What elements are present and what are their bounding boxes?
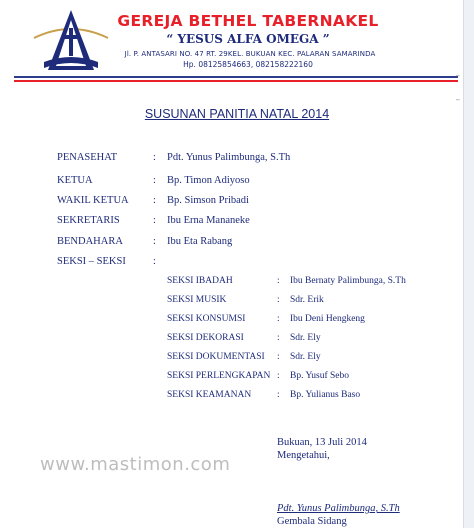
section-separator: : [277, 314, 280, 324]
role-name: Bp. Timon Adiyoso [167, 175, 250, 186]
role-label: BENDAHARA [57, 236, 123, 247]
place-date: Bukuan, 13 Juli 2014 [277, 437, 367, 448]
section-person: Bp. Yusuf Sebo [290, 371, 350, 381]
role-separator: : [153, 175, 156, 186]
approval-text: Mengetahui, [277, 450, 330, 461]
role-label: SEKRETARIS [57, 215, 120, 226]
header-rule-red [14, 80, 458, 82]
section-person: Sdr. Ely [290, 333, 321, 343]
church-phone: Hp. 08125854663, 082158222160 [183, 60, 313, 69]
section-label: SEKSI KEAMANAN [167, 390, 252, 400]
role-name: Pdt. Yunus Palimbunga, S.Th [167, 152, 291, 163]
margin-mark: – [455, 95, 460, 105]
signatory-name: Pdt. Yunus Palimbunga, S.Th [277, 503, 400, 514]
role-separator: : [153, 256, 156, 267]
signatory-title: Gembala Sidang [277, 516, 347, 527]
role-separator: : [153, 152, 156, 163]
role-label: KETUA [57, 175, 93, 186]
section-label: SEKSI IBADAH [167, 276, 233, 286]
role-separator: : [153, 236, 156, 247]
watermark: www.mastimon.com [40, 454, 231, 475]
role-name: Ibu Eta Rabang [167, 236, 233, 247]
section-person: Ibu Bernaty Palimbunga, S.Th [290, 276, 406, 286]
section-separator: : [277, 371, 280, 381]
role-separator: : [153, 195, 156, 206]
church-name: GEREJA BETHEL TABERNAKEL [117, 12, 379, 30]
role-name: Ibu Erna Mananeke [167, 215, 250, 226]
role-label: PENASEHAT [57, 152, 118, 163]
section-label: SEKSI MUSIK [167, 295, 227, 305]
church-logo-icon [30, 8, 112, 74]
document-title: SUSUNAN PANITIA NATAL 2014 [144, 107, 330, 121]
section-person: Ibu Deni Hengkeng [290, 314, 365, 324]
role-name: Bp. Simson Pribadi [167, 195, 249, 206]
section-label: SEKSI DEKORASI [167, 333, 244, 343]
section-label: SEKSI PERLENGKAPAN [167, 371, 271, 381]
section-person: Sdr. Erik [290, 295, 324, 305]
section-separator: : [277, 333, 280, 343]
church-address: Jl. P. ANTASARI NO. 47 RT. 29KEL. BUKUAN KEC. PALARAN SAMARINDA [124, 50, 376, 58]
section-person: Bp. Yulianus Baso [290, 390, 361, 400]
section-separator: : [277, 352, 280, 362]
church-motto: “ YESUS ALFA OMEGA ” [166, 32, 330, 46]
section-separator: : [277, 295, 280, 305]
vertical-scrollbar[interactable] [463, 0, 474, 528]
role-label: WAKIL KETUA [57, 195, 129, 206]
header-rule-blue [14, 76, 458, 78]
section-label: SEKSI KONSUMSI [167, 314, 246, 324]
margin-mark: – [455, 71, 460, 81]
role-separator: : [153, 215, 156, 226]
section-label: SEKSI DOKUMENTASI [167, 352, 265, 362]
section-separator: : [277, 276, 280, 286]
section-person: Sdr. Ely [290, 352, 321, 362]
section-separator: : [277, 390, 280, 400]
role-label: SEKSI – SEKSI [57, 256, 126, 267]
